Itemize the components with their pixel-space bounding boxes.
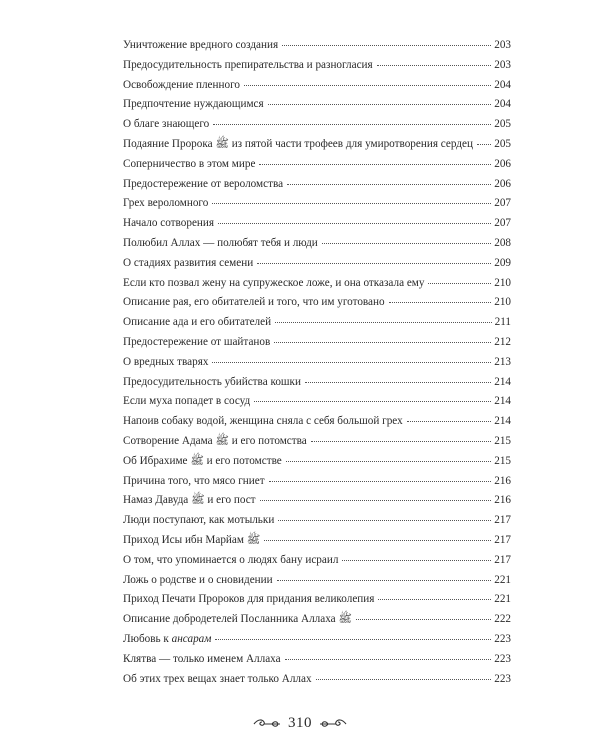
toc-entry-title-text: О стадиях развития семени [123, 256, 254, 269]
toc-entry[interactable] [123, 234, 511, 254]
toc-entry-page: 221 [494, 573, 511, 586]
toc-entry-page: 216 [494, 494, 511, 507]
toc-entry-title-text: Уничтожение вредного создания [123, 39, 279, 51]
toc-entry-title-text: Ложь о родстве и о сновидении [123, 573, 273, 586]
toc-dot-leader [407, 420, 492, 422]
toc-dot-leader [389, 301, 492, 303]
toc-entry-title [123, 333, 272, 353]
toc-entry-page: 210 [494, 276, 511, 289]
toc-entry[interactable] [123, 274, 511, 294]
toc-dot-leader [305, 381, 491, 383]
toc-entry[interactable] [123, 76, 511, 96]
toc-entry-title-text: Люди поступают, как мотыльки [123, 514, 275, 527]
toc-entry-title-text: Предостережение от шайтанов [123, 335, 271, 348]
toc-entry-page: 223 [494, 672, 511, 685]
toc-entry-title-text: Описание рая, его обитателей и того, что им уготовано [123, 296, 385, 309]
toc-entry-title-text: Грех вероломного [123, 197, 209, 210]
toc-entry[interactable] [123, 531, 511, 551]
toc-entry-page: 205 [494, 137, 511, 150]
toc-entry-title-text: Описание добродетелей Посланника Аллаха ﷺ [123, 613, 352, 626]
toc-dot-leader [282, 44, 491, 46]
toc-entry[interactable] [123, 175, 511, 195]
table-of-contents [123, 36, 511, 689]
toc-dot-leader [322, 242, 491, 244]
toc-entry-page: 207 [494, 217, 511, 230]
toc-entry-page: 209 [494, 256, 511, 269]
toc-entry-title-text: Приход Печати Пророков для придания великолепия [123, 593, 375, 606]
toc-dot-leader [378, 598, 491, 600]
toc-entry[interactable] [123, 412, 511, 432]
toc-entry-title-text: Причина того, что мясо гниет [123, 474, 265, 487]
toc-dot-leader [311, 440, 491, 442]
toc-entry-title [123, 194, 210, 214]
toc-entry-title-text: Напоив собаку водой, женщина сняла с себя большой грех [123, 415, 403, 428]
toc-entry-title-text: Предосудительность препирательства и разногласия [123, 58, 373, 71]
toc-dot-leader [278, 519, 491, 521]
toc-entry-title [123, 610, 354, 630]
toc-entry[interactable] [123, 630, 511, 650]
toc-entry-page: 206 [494, 177, 511, 190]
toc-entry[interactable] [123, 313, 511, 333]
toc-entry-title [123, 630, 213, 650]
toc-entry[interactable] [123, 610, 511, 630]
toc-entry[interactable] [123, 571, 511, 591]
toc-entry-page: 210 [494, 296, 511, 309]
toc-entry[interactable] [123, 333, 511, 353]
toc-entry[interactable] [123, 95, 511, 115]
toc-entry[interactable] [123, 353, 511, 373]
toc-entry-page: 205 [494, 118, 511, 131]
toc-entry-title [123, 274, 426, 294]
toc-entry-page: 211 [494, 316, 511, 329]
toc-entry-title [123, 135, 475, 155]
toc-entry[interactable] [123, 36, 511, 56]
toc-dot-leader [275, 321, 492, 323]
ornament-flourish-right-icon [318, 718, 348, 730]
toc-dot-leader [264, 539, 491, 541]
toc-entry-title-text: Клятва — только именем Аллаха [123, 652, 281, 665]
toc-entry-page: 215 [494, 434, 511, 447]
toc-dot-leader [212, 361, 491, 363]
page-number: 310 [288, 715, 312, 731]
toc-entry-page: 212 [494, 335, 511, 348]
toc-entry[interactable] [123, 650, 511, 670]
toc-entry-title-text: Описание ада и его обитателей [123, 316, 272, 329]
toc-entry-page: 208 [494, 236, 511, 249]
toc-entry-title [123, 472, 267, 492]
toc-entry-title [123, 650, 283, 670]
toc-entry-title-text: Если муха попадет в сосуд [123, 395, 251, 408]
toc-entry-page: 217 [494, 514, 511, 527]
toc-entry-title [123, 511, 276, 531]
toc-dot-leader [259, 163, 491, 165]
toc-entry-page: 214 [494, 415, 511, 428]
toc-entry-title-text: Предостережение от вероломства [123, 177, 284, 190]
toc-dot-leader [316, 678, 492, 680]
toc-entry[interactable] [123, 254, 511, 274]
toc-entry-title [123, 95, 266, 115]
toc-entry-title-text: Сотворение Адама ﷺ и его потомства [123, 434, 307, 447]
toc-entry-title [123, 313, 273, 333]
toc-entry-title [123, 175, 285, 195]
toc-entry-title [123, 76, 242, 96]
toc-entry[interactable] [123, 56, 511, 76]
toc-entry-title [123, 432, 309, 452]
toc-entry-title [123, 234, 320, 254]
toc-entry-page: 203 [494, 39, 511, 51]
toc-entry-title [123, 590, 376, 610]
toc-entry-title [123, 412, 405, 432]
toc-entry[interactable] [123, 115, 511, 135]
toc-dot-leader [287, 183, 491, 185]
toc-entry-page: 214 [494, 375, 511, 388]
toc-entry-title [123, 155, 257, 175]
toc-entry-page: 206 [494, 157, 511, 170]
toc-entry-title [123, 254, 255, 274]
toc-dot-leader [213, 123, 491, 125]
toc-entry-title-text: О том, что упоминается о людях бану исраил [123, 553, 339, 566]
toc-dot-leader [257, 262, 491, 264]
toc-entry-page: 203 [494, 58, 511, 71]
toc-entry-page: 223 [494, 632, 511, 645]
toc-entry-title [123, 36, 280, 56]
toc-entry[interactable] [123, 373, 511, 393]
toc-dot-leader [342, 559, 491, 561]
toc-entry-title-text: Предпочтение нуждающимся [123, 98, 264, 111]
toc-entry-title [123, 56, 375, 76]
toc-entry-title-text: О вредных тварях [123, 355, 209, 368]
toc-dot-leader [268, 103, 492, 105]
toc-entry-title [123, 491, 258, 511]
toc-entry-title-text: Начало сотворения [123, 217, 215, 230]
toc-entry-title-text: Подаяние Пророка ﷺ из пятой части трофеев для умиротворения сердец [123, 137, 473, 150]
toc-entry-title [123, 293, 387, 313]
toc-entry-title-text: Об Ибрахиме ﷺ и его потомстве [123, 454, 282, 467]
toc-entry-title [123, 551, 340, 571]
toc-entry[interactable] [123, 293, 511, 313]
toc-entry-page: 223 [494, 652, 511, 665]
toc-entry-title [123, 373, 303, 393]
toc-entry-title-text: Полюбил Аллах — полюбят тебя и люди [123, 236, 318, 249]
toc-dot-leader [212, 202, 491, 204]
toc-entry-page: 204 [494, 78, 511, 91]
toc-entry-page: 204 [494, 98, 511, 111]
toc-entry[interactable] [123, 670, 511, 690]
toc-entry-title [123, 670, 314, 690]
toc-dot-leader [260, 499, 492, 501]
toc-entry-page: 213 [494, 355, 511, 368]
toc-entry-title-text: Намаз Давуда ﷺ и его пост [123, 494, 256, 507]
toc-entry[interactable] [123, 194, 511, 214]
toc-dot-leader [277, 579, 492, 581]
toc-entry[interactable] [123, 590, 511, 610]
toc-entry-title [123, 353, 210, 373]
toc-dot-leader [244, 84, 491, 86]
toc-entry-title-text: Об этих трех вещах знает только Аллах [123, 672, 312, 685]
toc-entry[interactable] [123, 155, 511, 175]
toc-dot-leader [356, 618, 491, 620]
toc-entry-title-text: Соперничество в этом мире [123, 157, 256, 170]
toc-entry-title [123, 392, 252, 412]
toc-entry-page: 217 [494, 553, 511, 566]
toc-entry-title-text: Приход Исы ибн Марйам ﷺ [123, 533, 261, 546]
toc-dot-leader [274, 341, 491, 343]
toc-entry-title-text: Освобождение пленного [123, 78, 240, 91]
toc-entry[interactable] [123, 214, 511, 234]
toc-dot-leader [254, 400, 491, 402]
toc-entry[interactable] [123, 472, 511, 492]
toc-entry-title [123, 571, 275, 591]
toc-entry-title [123, 214, 216, 234]
toc-entry[interactable] [123, 432, 511, 452]
toc-entry[interactable] [123, 392, 511, 412]
toc-entry-page: 215 [494, 454, 511, 467]
toc-entry[interactable] [123, 491, 511, 511]
ornament-flourish-left-icon [252, 718, 282, 730]
toc-entry[interactable] [123, 452, 511, 472]
toc-entry-page: 217 [494, 533, 511, 546]
toc-dot-leader [215, 638, 491, 640]
page-footer [0, 715, 600, 732]
toc-entry-page: 222 [494, 613, 511, 626]
toc-entry[interactable] [123, 511, 511, 531]
toc-entry-title-text: Если кто позвал жену на супружеское ложе, и она отказала ему [123, 276, 425, 289]
toc-dot-leader [218, 222, 491, 224]
toc-dot-leader [285, 658, 492, 660]
toc-entry-page: 221 [494, 593, 511, 606]
toc-entry-title-text: Любовь к [123, 632, 172, 645]
toc-entry-title-text: О благе знающего [123, 118, 210, 131]
toc-entry-page: 216 [494, 474, 511, 487]
toc-entry-title [123, 115, 211, 135]
toc-dot-leader [377, 64, 492, 66]
toc-dot-leader [269, 480, 492, 482]
toc-dot-leader [477, 143, 491, 145]
toc-entry[interactable] [123, 551, 511, 571]
toc-entry-title-italic: ансарам [171, 632, 212, 645]
toc-dot-leader [286, 460, 491, 462]
toc-entry-title-text: Предосудительность убийства кошки [123, 375, 301, 388]
toc-dot-leader [428, 282, 491, 284]
toc-entry[interactable] [123, 135, 511, 155]
toc-entry-title [123, 452, 284, 472]
toc-entry-page: 214 [494, 395, 511, 408]
toc-entry-title [123, 531, 262, 551]
toc-entry-page: 207 [494, 197, 511, 210]
